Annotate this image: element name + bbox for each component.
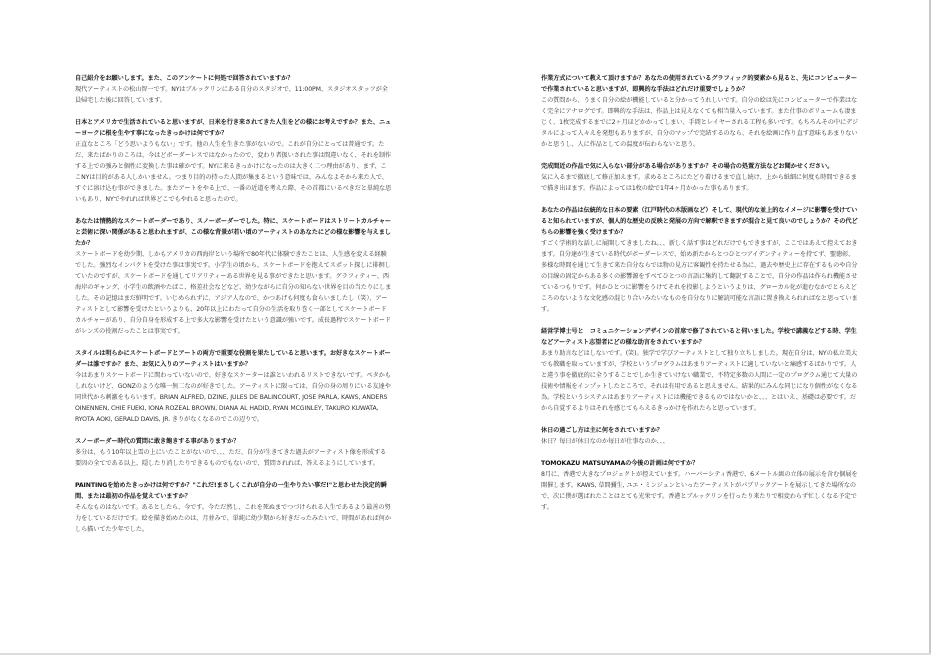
qa-block [75,436,392,469]
interview-answer: 休日？毎日が休日なのか毎日が仕事なのか、、、 [541,438,669,445]
qa-block [541,458,859,513]
interview-right-column [541,73,859,524]
qa-block [75,216,392,337]
interview-question: 日本とアメリカで生活されていると思いますが、日米を行き来されてきた人生をどの様にお考えですか？また、ニューヨークに根を生やす事になったきっかけは何ですか？ [75,119,392,137]
qa-block [541,161,859,194]
interview-question: 作業方式について教えて頂けますか？あなたの使用されているグラフィック的要素から見ると、先にコンピューターで作業されていると思いますが、即興的な手法はどれだけ重要でしょうか？ [541,75,857,93]
interview-question: スノーボーダー時代の質問に敢き飽きする事がありますか？ [75,438,240,445]
interview-answer: 気に入るまで徹底して修正加えます。求めるところにたどり着けるまで直し続け、上から紙細に何度も時間できるまで描き出ほます。作品によっては1枚の絵で1年4ヶ月かかった事もあります。 [541,174,857,192]
qa-block [75,117,392,205]
interview-question: 完成間近の作品で気に入らない部分がある場合がありますか？その場合の処置方法などお聞かせください。 [541,163,834,170]
interview-answer: 今はあまりスケートボードに関わっていないので、好きなスケーターは誰といわれるリストできないです。ペタかもしれないけど、GONZのような唯一無二なのが好きでした。アーティストに限っては、自分の身の周りにいる友達や同世代から刺激をもらいます。BRIAN ALFRED, DZINE, JULES DE BALINCOURT, JOSE PARLA, KAWS, ANDERS OINENNEN, CHIE FUEKI, IONA ROZEAL BROWN, DIANA AL HADID, RYAN MCGINLEY, TAKURO KUWATA, RYOTA AOKI, GERALD DAVIS, JR. きりがなくなるのでこの辺りで。 [75,372,391,423]
interview-question: TOMOKAZU MATSUYAMAの今後の計画は何ですか？ [541,460,699,467]
qa-block [75,480,392,535]
qa-block [541,205,859,315]
interview-question: あなたは情熱的なスケートボーダーであり、スノーボーダーでした。特に、スケートボードはストリートカルチャーと芸術に深い関係があると思われますが、この様な背景が若い頃のアーティストのあなたにどの様な影響を与えましたか？ [75,218,391,247]
interview-answer: 現代アーティストの松山智一です。NYはブルックリンにある自分のスタジオで、11:00PM、スタジオスタッフが全員帰宅した後に回答しています。 [75,86,388,104]
interview-answer: そんなものはないです。あるとしたら、今です。今ただ然し、これを死ぬまでつづけられる人生であるよう最善の努力をしているだけです。絵を描き始めたのは、月並みで、単純に幼少期から好きだったみたいで、時間があれば何かしら描いてた少年でした。 [75,504,391,533]
interview-question: 自己紹介をお願いします。また、このアンケートに何処で回答されていますか？ [75,75,294,82]
interview-question: 休日の過ごし方は主に何をされていますか？ [541,427,663,434]
interview-answer: 多分は、もう10年以上雪の上にいたことがないので、、、ただ、自分が生きてきた過去がアーティスト像を形成する要因の全てである以上、隠したり消したりできるものでもないので、質問されれば、答えるようにしています。 [75,449,387,467]
qa-block [75,73,392,106]
interview-answer: 正直なところ「どう思いようもない」です。他の人生を生きた事がないので。これが自分にとっては普通です。ただ、来たばかりのころは、今はどボーダーレスではなかったので、変わり者扱いされた事は間違いなく、それを制作する上での強みと個性に変換した事は確かです。NYに来るきっかけになったのは大きく二つ理由があり、まず、ここNYは目的がある人しかいません。つまり目的の持った人間が集まるという意味では、みんなよそから来た人で、すぐに溶け込む事ができました。またアートをやる上で、一番の近道を考えた際、その首都にいるべきだと単純な思いもあり、NYでやれれば世界どこでもやれると思ったので。 [75,141,392,203]
interview-answer: スケートボードを幼少期、しかもアメリカの西海岸という場所で80年代に体験できたことは、人生感を変える経験でした。強烈なインパクトを受けた事は事実です。小学生の頃から、スケートボードを抱えてスポット探しに徘徊していたのですが、スケートボードを通してリアリティーある世界を見る事ができたと思います。グラフィティー、西海岸のギャング、小学生の飲酒やたばこ、格差社会などなど、幼少ながらに自分の知らない世界を目の当たりにしました。その記憶はまだ鮮明です。いじめられずに、アジア人なので、かつあげも何度も食らいましたし（笑）、アーティストとして影響を受けたというよりも、20年以上にわたって自分の生活を取り巻く一部としてスケートボードカルチャーがあり、自分自身を形成する上で多大な影響を受けたという意識が強いです。成長過程でスケートボードがレンズの役割だったことは事実です。 [75,251,392,335]
interview-answer: 8月に、香港で大きなプロジェクトが控えています。ハーバーシティ香港で、6メートル級の立体の展示を含む個展を開催します。KAWS, 草間彌生, ユエ・ミンジュンといったアーティストがパブリックアートを展示してきた場所なので、次に僕が選ばれたことはとても光栄です。香港とブルックリンを行ったり来たりで相変わらず忙しくなる予定です。 [541,471,858,511]
interview-answer: この質問から、うまく自分の絵が機能していると分かってうれしいです。自分の絵は先にコンピューターで作業はなく完全にアナログです。即興的な手法は、作品上は見えなくても相当量入っています。また仕事のボリュームも凄まじく、1枚完成するまでに2ヶ月ほどかかってしまい、手間とレイヤーされる工程も多いです。もちろんその中にデジタルによって人々えを発想もありますが、自分のマップで完結するのなら、それを絵画に作り直す意味もあまりないかと思うし、人に作品としての温度が伝わらないと思う。 [541,97,859,148]
qa-block [75,348,392,425]
interview-answer: あまり助言などはしないです。(笑)。独学で学びアーティストとして独り立ちしました。現在自分は、NYの私立美大でも教職を取っていますが、学校というプログラムはあまりアーティストに適していないと痛感するばかりです。人と違う事を徹底的に全うすることでしか生きていけない職業で、不特定多数の人間に一定のプログラム通じて大量の技術や情報をインプットしたところで、それは有用であると思えません。結果的にみんな同じになり個性がなくなる為。学校というシステムはあまりアーティストには機能できるものではないかと、、、とはいえ、基礎は必要です。だから自覚するよりはそれを感じてもらえるきっかけを作れたらと思っています。 [541,350,858,412]
interview-question: あなたの作品は伝統的な日本の要素（江戸時代の木版画など）そして、現代的な並上的なイメージに影響を受けていると知られていますが、個人的な歴史の反映と発展の方向で解釈できますが混合と見て良いのでしょうか？その代どちらの影響を強く受けますか？ [541,207,858,236]
qa-block [541,73,859,150]
qa-block [541,326,859,414]
interview-left-column [75,73,392,546]
qa-block [541,425,859,447]
interview-question: PAINTINGを始めたきっかけは何ですか？"これだ!まさしくこれが自分の一生やりたい事だ!"と思わせた決定的瞬間、または最初の作品を覚えていますか？ [75,482,387,500]
interview-question: 経営学博士号と コミュニケーションデザインの首席で修了されていると伺いました。学校で講義などする時、学生などアーティスト志望者にどの様な助言をされていますか？ [541,328,857,346]
interview-answer: すごく学術的な話しに展開してきましたね。、、新しく話す事はどれだけでもできますが、ここではあえて控えておきます。自分達が生きている時代がボーダーレスで、始め新たからとつひとつアイデンティティーを持てず、聖徳彰、多様な時間を通じて生きて来た自分ならでは物の見方に客観性を持たせる為に、過去や歴史上に存在するものや自分の目線の固定からある多くの影響源をすべてひとつの言語に集約して翻訳することで、自分の作品は作られ機能させているつもりです。何かひとつに影響をうけてそれを投影しようというよりは、グローカル化が進むなかでとらえどころのないような文化感の混じり合いみたいなものを自分なりに解読可能な言語に置き換えられればなと思っています。 [541,240,858,313]
interview-question: スタイルは明らかにスケートボードとアートの両方で重要な役割を果たしていると思います。お好きなスケートボーダーは誰ですか？また、お気に入りのアーティストはいますか？ [75,350,391,368]
